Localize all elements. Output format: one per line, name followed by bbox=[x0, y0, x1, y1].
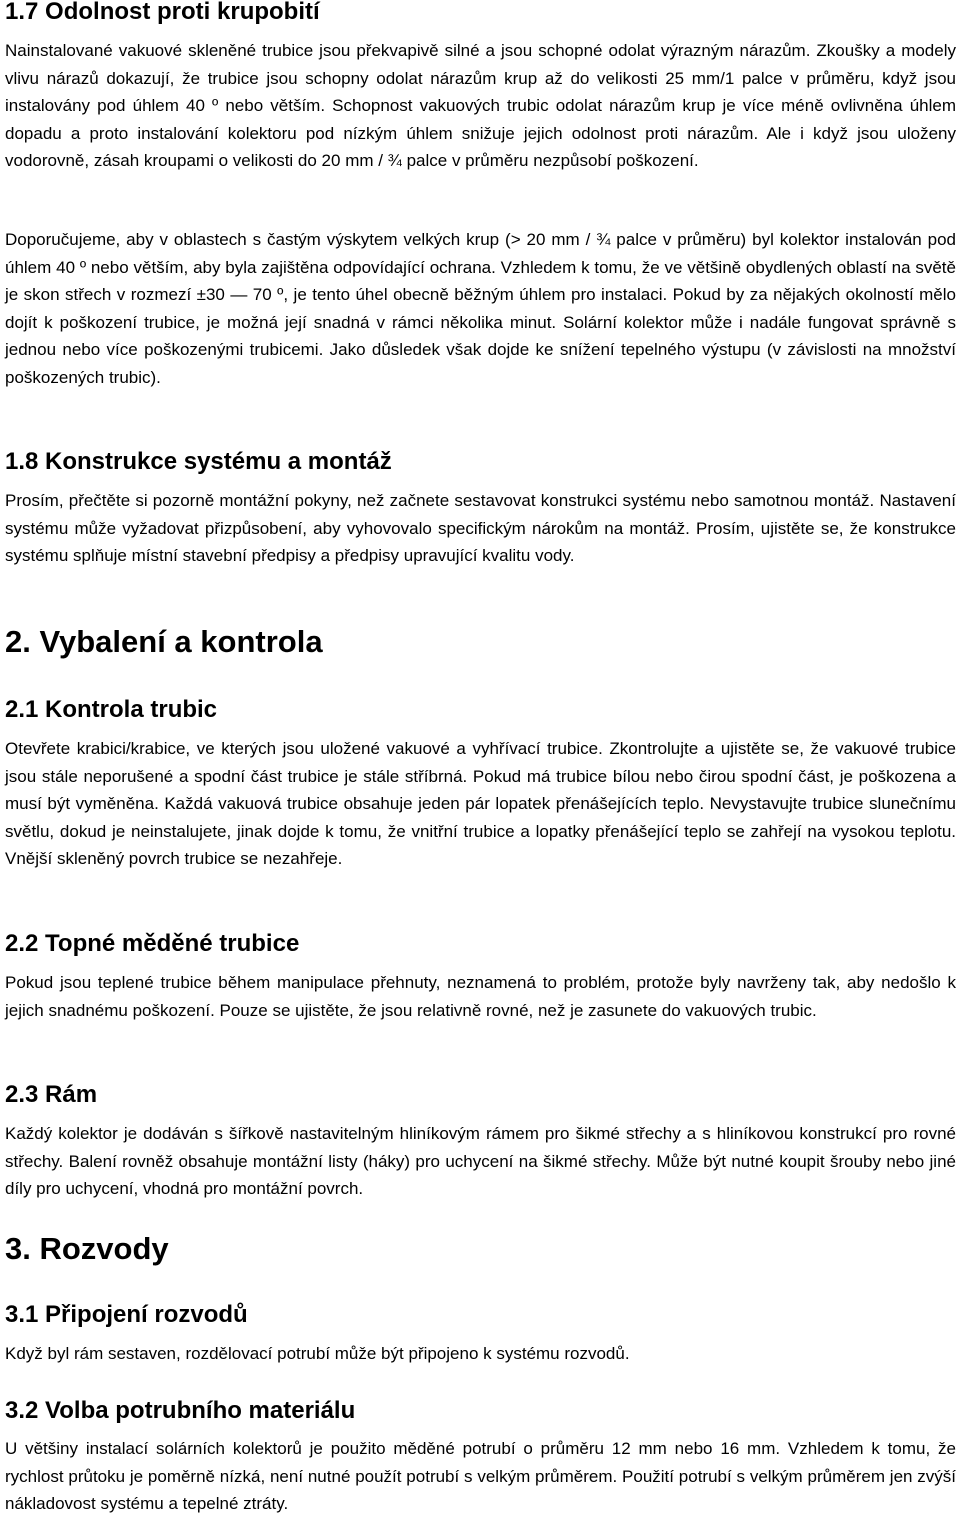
paragraph-pipe-material: U většiny instalací solárních kolektorů je použito měděné potrubí o průměru 12 mm nebo 16 mm. Vzhledem k tomu, že rychlost průtoku je poměrně nízká, není nutné použít potrubí s velkým průměrem. Použití potrubí s velkým průměrem jen zvýší nákladovost systému a tepelné ztráty. bbox=[5, 1439, 956, 1513]
paragraph-frame: Každý kolektor je dodáván s šířkově nastavitelným hliníkovým rámem pro šikmé střechy a s hliníkovou konstrukcí pro rovné střechy. Balení rovněž obsahuje montážní listy (háky) pro uchycení na šikmé střechy. Může být nutné koupit šrouby nebo jiné díly pro uchycení, vhodná pro montážní povrch. bbox=[5, 1124, 956, 1198]
paragraph-connection: Když byl rám sestaven, rozdělovací potrubí může být připojeno k systému rozvodů. bbox=[5, 1344, 630, 1363]
paragraph-tube-inspection: Otevřete krabici/krabice, ve kterých jsou uložené vakuové a vyhřívací trubice. Zkontrolujte a ujistěte se, že vakuové trubice jsou stále neporušené a spodní část trubice je stále stříbrná. Pokud má trubice bílou nebo čirou spodní část, je poškozena a musí být vyměněna. Každá vakuová trubice obsahuje jeden pár lopatek přenášejících teplo. Nevystavujte trubice slunečnímu světlu, dokud je neinstalujete, jinak dojde k tomu, že vnitřní trubice a lopatky přenášející teplo se zahřejí na vysokou teplotu. Vnější skleněný povrch trubice se nezahřeje. bbox=[5, 739, 956, 868]
heading-3-2: 3.2 Volba potrubního materiálu bbox=[5, 1397, 356, 1424]
paragraph-heat-pipes: Pokud jsou teplené trubice během manipulace přehnuty, neznamená to problém, protože byly navrženy tak, aby nedošlo k jejich snadnému poškození. Pouze se ujistěte, že jsou relativně rovné, než je zasunete do vakuových trubic. bbox=[5, 973, 956, 1020]
heading-2-3: 2.3 Rám bbox=[5, 1081, 98, 1108]
heading-1-7: 1.7 Odolnost proti krupobití bbox=[5, 0, 320, 25]
heading-2-1: 2.1 Kontrola trubic bbox=[5, 696, 218, 723]
heading-1-8: 1.8 Konstrukce systému a montáž bbox=[5, 448, 392, 475]
heading-3-1: 3.1 Připojení rozvodů bbox=[5, 1301, 248, 1328]
paragraph-hail-resistance-1: Nainstalované vakuové skleněné trubice jsou překvapivě silné a jsou schopné odolat výrazným nárazům. Zkoušky a modely vlivu nárazů dokazují, že trubice jsou schopny odolat nárazům krup až do velikosti 25 mm/1 palce v průměru, když jsou instalovány pod úhlem 40 º nebo větším. Schopnost vakuových trubic odolat nárazům krup je více méně ovlivněna úhlem dopadu a proto instalování kolektoru pod nízkým úhlem snižuje jejich odolnost proti nárazům. Ale i když jsou uloženy vodorovně, zásah kroupami o velikosti do 20 mm / ¾ palce v průměru nezpůsobí poškození. bbox=[5, 41, 956, 170]
paragraph-system-design: Prosím, přečtěte si pozorně montážní pokyny, než začnete sestavovat konstrukci systému nebo samotnou montáž. Nastavení systému může vyžadovat přizpůsobení, aby vyhovovalo specifickým nárokům na montáž. Prosím, ujistěte se, že konstrukce systému splňuje místní stavební předpisy a předpisy upravující kvalitu vody. bbox=[5, 491, 956, 565]
heading-2-2: 2.2 Topné měděné trubice bbox=[5, 930, 300, 957]
heading-3: 3. Rozvody bbox=[5, 1231, 169, 1266]
heading-2: 2. Vybalení a kontrola bbox=[5, 624, 323, 659]
paragraph-hail-resistance-2: Doporučujeme, aby v oblastech s častým výskytem velkých krup (> 20 mm / ¾ palce v průměru) byl kolektor instalován pod úhlem 40 º nebo větším, aby byla zajištěna odpovídající ochrana. Vzhledem k tomu, že ve většině obydlených oblastí na světě je skon střech v rozmezí ±30 — 70 º, je tento úhel obecně běžným úhlem pro instalaci. Pokud by za nějakých okolností mělo dojít k poškození trubice, je možná její snadná v rámci několika minut. Solární kolektor může i nadále fungovat správně s jednou nebo více poškozenými trubicemi. Jako důsledek však dojde ke snížení tepelného výstupu (v závislosti na množství poškozených trubic). bbox=[5, 230, 956, 387]
